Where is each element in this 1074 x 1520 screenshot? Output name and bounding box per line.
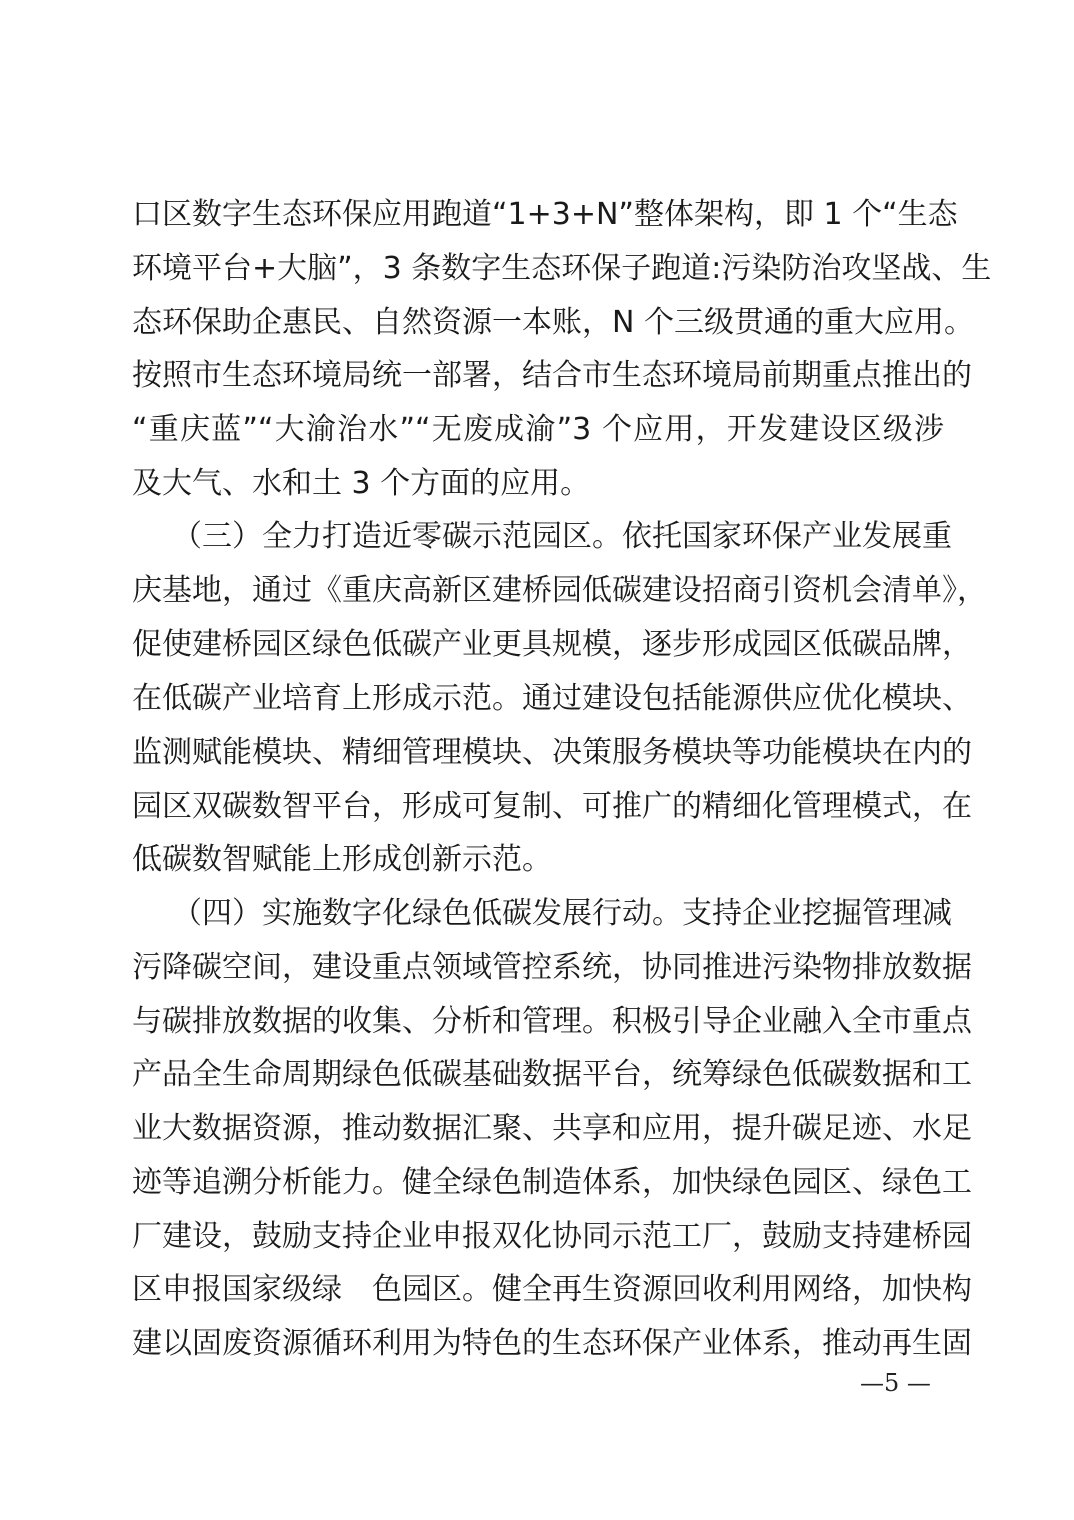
text-line: 厂建设，鼓励支持企业申报双化协同示范工厂，鼓励支持建桥园 — [132, 1219, 972, 1254]
text-line: 监测赋能模块、精细管理模块、决策服务模块等功能模块在内的 — [132, 735, 972, 770]
text-line: 迹等追溯分析能力。健全绿色制造体系，加快绿色园区、绿色工 — [132, 1165, 972, 1200]
text-line: 区申报国家级绿 色园区。健全再生资源回收利用网络，加快构 — [132, 1272, 972, 1307]
text-line: 态环保助企惠民、自然资源一本账，N 个三级贯通的重大应用。 — [132, 305, 974, 340]
text-line: 口区数字生态环保应用跑道“1+3+N”整体架构，即 1 个“生态 — [132, 197, 958, 232]
paragraph-heading-line: （三）全力打造近零碳示范园区。依托国家环保产业发展重 — [172, 519, 952, 554]
text-line: 在低碳产业培育上形成示范。通过建设包括能源供应优化模块、 — [132, 681, 972, 716]
text-line: 低碳数智赋能上形成创新示范。 — [132, 842, 552, 877]
text-line: 及大气、水和土 3 个方面的应用。 — [132, 466, 591, 501]
text-line: 园区双碳数智平台，形成可复制、可推广的精细化管理模式，在 — [132, 789, 972, 824]
text-line: 环境平台+大脑”，3 条数字生态环保子跑道:污染防治攻坚战、生 — [132, 251, 992, 286]
text-line: 业大数据资源，推动数据汇聚、共享和应用，提升碳足迹、水足 — [132, 1111, 972, 1146]
text-line: 按照市生态环境局统一部署，结合市生态环境局前期重点推出的 — [132, 358, 972, 393]
text-line: 产品全生命周期绿色低碳基础数据平台，统筹绿色低碳数据和工 — [132, 1057, 972, 1092]
page-number: —5 — — [860, 1369, 931, 1397]
text-line: “重庆蓝”“大渝治水”“无废成渝”3 个应用，开发建设区级涉 — [132, 412, 944, 447]
paragraph-heading-line: （四）实施数字化绿色低碳发展行动。支持企业挖掘管理减 — [172, 896, 952, 931]
text-line: 建以固废资源循环利用为特色的生态环保产业体系，推动再生固 — [132, 1326, 972, 1361]
text-line: 促使建桥园区绿色低碳产业更具规模，逐步形成园区低碳品牌， — [132, 627, 972, 662]
text-line: 与碳排放数据的收集、分析和管理。积极引导企业融入全市重点 — [132, 1004, 972, 1039]
text-line: 污降碳空间，建设重点领域管控系统，协同推进污染物排放数据 — [132, 950, 972, 985]
text-line: 庆基地，通过《重庆高新区建桥园低碳建设招商引资机会清单》， — [132, 573, 987, 608]
